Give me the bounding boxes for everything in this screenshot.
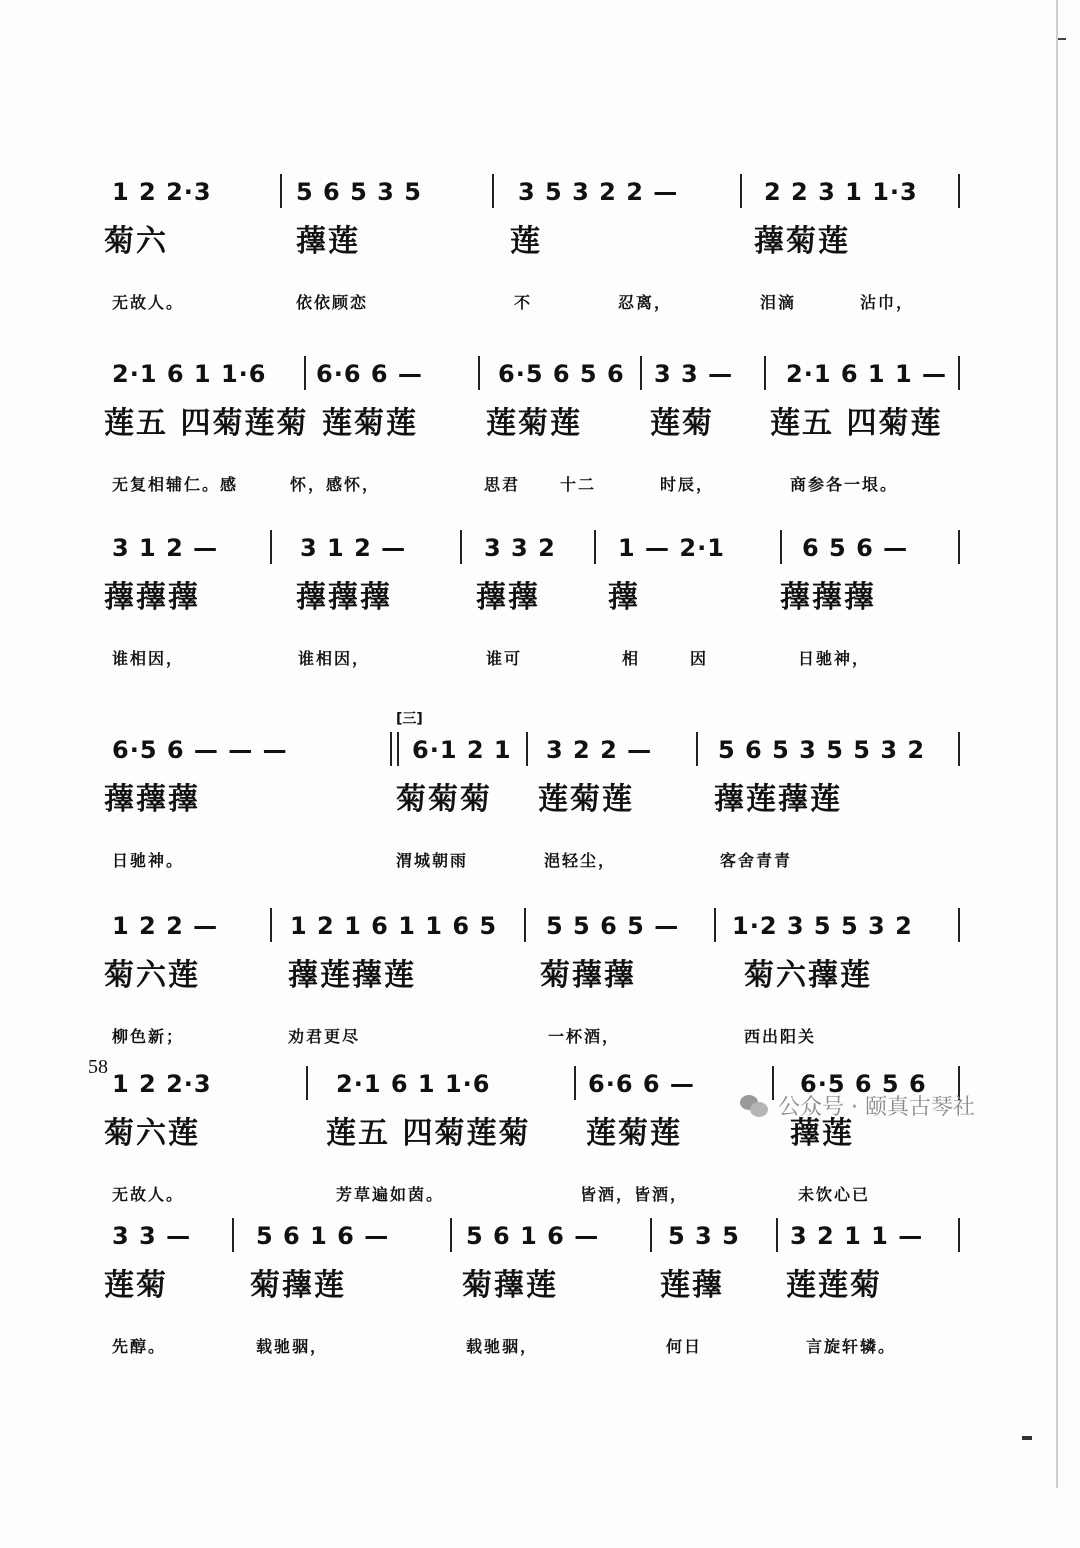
measure: 6·5 6 — — — xyxy=(112,736,288,764)
lyric-text: 忍离， xyxy=(618,293,673,312)
bar-line xyxy=(270,530,272,564)
notation-row xyxy=(100,350,970,394)
lyric-text: 未饮心已 xyxy=(798,1185,871,1204)
score-system-4 xyxy=(100,711,970,880)
measure: 6·6 6 — xyxy=(588,1070,695,1098)
lyric-text: 载驰骃， xyxy=(256,1337,329,1356)
measure: 6·5 6 5 6 xyxy=(800,1070,927,1098)
tablature-row xyxy=(100,946,970,1016)
tab-glyph: 菊六莲 xyxy=(104,958,200,993)
tab-glyph: 莲五 四菊莲 xyxy=(770,406,943,441)
measure: 6·5 6 5 6 xyxy=(498,360,625,388)
tab-glyph: 菊六蘀莲 xyxy=(744,958,872,993)
tab-glyph: 菊菊菊 xyxy=(396,782,492,817)
lyric-text: 相 xyxy=(622,649,641,668)
tab-glyph: 菊蘀莲 xyxy=(250,1268,346,1303)
measure: 1 2 2 — xyxy=(112,912,219,940)
lyric-text: 言旋轩辚。 xyxy=(806,1337,897,1356)
tab-glyph: 莲菊莲 xyxy=(322,406,418,441)
bar-line xyxy=(460,530,462,564)
tab-glyph: 蘀 xyxy=(608,580,640,615)
tab-glyph: 菊蘀蘀 xyxy=(540,958,636,993)
tablature-row xyxy=(100,212,970,282)
bar-line xyxy=(958,174,960,208)
measure: 5 6 1 6 — xyxy=(256,1222,390,1250)
bar-line xyxy=(958,356,960,390)
measure: 6·1 2 1 xyxy=(412,736,512,764)
measure: 3 2 2 — xyxy=(546,736,653,764)
measure: 1 2 2·3 xyxy=(112,1070,212,1098)
tab-glyph: 蘀莲蘀莲 xyxy=(288,958,416,993)
double-bar-line xyxy=(390,732,399,766)
score-system-5 xyxy=(100,900,970,1056)
measure: 5 6 5 3 5 xyxy=(296,178,422,206)
lyric-text: 何日 xyxy=(666,1337,703,1356)
lyric-row xyxy=(100,464,970,504)
score-system-1 xyxy=(100,168,970,322)
measure: 1·2 3 5 5 3 2 xyxy=(732,912,913,940)
tab-glyph: 莲莲菊 xyxy=(786,1268,882,1303)
measure: 5 6 5 3 5 5 3 2 xyxy=(718,736,926,764)
bar-line xyxy=(650,1218,652,1252)
lyric-text: 日驰神。 xyxy=(112,851,185,870)
measure: 1 2 2·3 xyxy=(112,178,212,206)
lyric-text: 无故人。 xyxy=(112,1185,185,1204)
tab-glyph: 莲五 四菊莲菊 xyxy=(104,406,309,441)
notation-row xyxy=(100,1212,970,1256)
measure: 3 1 2 — xyxy=(112,534,219,562)
lyric-text: 怀，感怀， xyxy=(290,475,381,494)
lyric-text: 先醇。 xyxy=(112,1337,167,1356)
measure: 2 2 3 1 1·3 xyxy=(764,178,918,206)
lyric-text: 无故人。 xyxy=(112,293,185,312)
lyric-row xyxy=(100,1174,970,1214)
watermark xyxy=(740,1090,975,1121)
lyric-text: 思君 xyxy=(484,475,521,494)
bar-line xyxy=(280,174,282,208)
bar-line xyxy=(696,732,698,766)
measure: 2·1 6 1 1·6 xyxy=(112,360,267,388)
bar-line xyxy=(958,732,960,766)
lyric-text: 谁可 xyxy=(486,649,523,668)
watermark-text: 公众号 · 颐真古琴社 xyxy=(778,1095,975,1120)
lyric-row xyxy=(100,1326,970,1366)
measure: 5 3 5 xyxy=(668,1222,740,1250)
bar-line xyxy=(478,356,480,390)
scan-mark xyxy=(1058,38,1066,40)
scan-corner-mark xyxy=(1022,1436,1032,1440)
bar-line xyxy=(492,174,494,208)
bar-line xyxy=(740,174,742,208)
lyric-text: 十二 xyxy=(560,475,597,494)
lyric-text: 载驰骃， xyxy=(466,1337,539,1356)
score-system-2 xyxy=(100,350,970,504)
tab-glyph: 莲五 四菊莲菊 xyxy=(326,1116,531,1151)
lyric-text: 柳色新； xyxy=(112,1027,185,1046)
lyric-text: 渭城朝雨 xyxy=(396,851,469,870)
measure: 3 3 — xyxy=(654,360,734,388)
tab-glyph: 蘀蘀蘀 xyxy=(780,580,876,615)
lyric-text: 芳草遍如茵。 xyxy=(336,1185,445,1204)
bar-line xyxy=(714,908,716,942)
notation-row xyxy=(100,900,970,946)
lyric-text: 沾巾， xyxy=(860,293,915,312)
measure: 6 5 6 — xyxy=(802,534,909,562)
score-system-7 xyxy=(100,1212,970,1366)
tab-glyph: 菊蘀莲 xyxy=(462,1268,558,1303)
notation-row xyxy=(100,518,970,568)
lyric-text: 客舍青青 xyxy=(720,851,793,870)
bar-line xyxy=(958,908,960,942)
tab-glyph: 蘀莲 xyxy=(296,224,360,259)
bar-line xyxy=(304,356,306,390)
notation-row xyxy=(100,720,970,770)
measure: 3 3 — xyxy=(112,1222,192,1250)
tab-glyph: 莲菊 xyxy=(104,1268,168,1303)
bar-line xyxy=(594,530,596,564)
measure: 3 2 1 1 — xyxy=(790,1222,924,1250)
lyric-row xyxy=(100,1016,970,1056)
tablature-row xyxy=(100,568,970,638)
tab-glyph: 莲 xyxy=(510,224,542,259)
lyric-row xyxy=(100,840,970,880)
lyric-text: 谁相因， xyxy=(112,649,185,668)
measure: 6·6 6 — xyxy=(316,360,423,388)
tab-glyph: 莲蘀 xyxy=(660,1268,724,1303)
bar-line xyxy=(306,1066,308,1100)
lyric-text: 西出阳关 xyxy=(744,1027,817,1046)
tab-glyph: 蘀蘀 xyxy=(476,580,540,615)
measure: 2·1 6 1 1·6 xyxy=(336,1070,491,1098)
lyric-text: 谁相因， xyxy=(298,649,371,668)
bar-line xyxy=(574,1066,576,1100)
bar-line xyxy=(640,356,642,390)
bar-line xyxy=(764,356,766,390)
tab-glyph: 蘀蘀蘀 xyxy=(104,580,200,615)
score-system-3 xyxy=(100,518,970,678)
bar-line xyxy=(270,908,272,942)
tab-glyph: 莲菊 xyxy=(650,406,714,441)
tab-glyph: 蘀蘀蘀 xyxy=(296,580,392,615)
lyric-text: 皆酒，皆酒， xyxy=(580,1185,689,1204)
measure: 3 3 2 xyxy=(484,534,556,562)
bar-line xyxy=(524,908,526,942)
bar-line xyxy=(232,1218,234,1252)
tab-glyph: 菊六莲 xyxy=(104,1116,200,1151)
lyric-text: 商参各一垠。 xyxy=(790,475,899,494)
tab-glyph: 蘀莲蘀莲 xyxy=(714,782,842,817)
tab-glyph: 莲菊莲 xyxy=(486,406,582,441)
bar-line xyxy=(450,1218,452,1252)
bar-line xyxy=(780,530,782,564)
measure: 5 5 6 5 — xyxy=(546,912,680,940)
tab-glyph: 蘀莲 xyxy=(790,1116,854,1151)
section-marker: [三] xyxy=(396,711,423,727)
lyric-text: 不 xyxy=(514,293,533,312)
measure: 1 2 1 6 1 1 6 5 xyxy=(290,912,498,940)
measure: 5 6 1 6 — xyxy=(466,1222,600,1250)
lyric-row xyxy=(100,282,970,322)
lyric-text: 时辰， xyxy=(660,475,715,494)
tablature-row xyxy=(100,1256,970,1326)
measure: 1 — 2·1 xyxy=(618,534,725,562)
tablature-row xyxy=(100,394,970,464)
tab-glyph: 莲菊莲 xyxy=(538,782,634,817)
page-number: 58 xyxy=(88,1056,108,1078)
bar-line xyxy=(958,1218,960,1252)
score-system-6 xyxy=(100,1060,970,1214)
measure: 2·1 6 1 1 — xyxy=(786,360,948,388)
lyric-text: 无复相辅仁。感 xyxy=(112,475,239,494)
tab-glyph: 菊六 xyxy=(104,224,168,259)
measure: 3 5 3 2 2 — xyxy=(518,178,679,206)
lyric-row xyxy=(100,638,970,678)
lyric-text: 依依顾恋 xyxy=(296,293,369,312)
lyric-text: 日驰神， xyxy=(798,649,871,668)
wechat-icon xyxy=(740,1093,770,1119)
tab-glyph: 蘀菊莲 xyxy=(754,224,850,259)
bar-line xyxy=(958,530,960,564)
bar-line xyxy=(526,732,528,766)
lyric-text: 劝君更尽 xyxy=(288,1027,361,1046)
lyric-text: 泪滴 xyxy=(760,293,797,312)
tablature-row xyxy=(100,770,970,840)
scan-edge xyxy=(1056,0,1058,1488)
lyric-text: 因 xyxy=(690,649,709,668)
lyric-text: 浥轻尘， xyxy=(544,851,617,870)
tab-glyph: 蘀蘀蘀 xyxy=(104,782,200,817)
tab-glyph: 莲菊莲 xyxy=(586,1116,682,1151)
notation-row xyxy=(100,168,970,212)
lyric-text: 一杯酒， xyxy=(548,1027,621,1046)
bar-line xyxy=(776,1218,778,1252)
measure: 3 1 2 — xyxy=(300,534,407,562)
